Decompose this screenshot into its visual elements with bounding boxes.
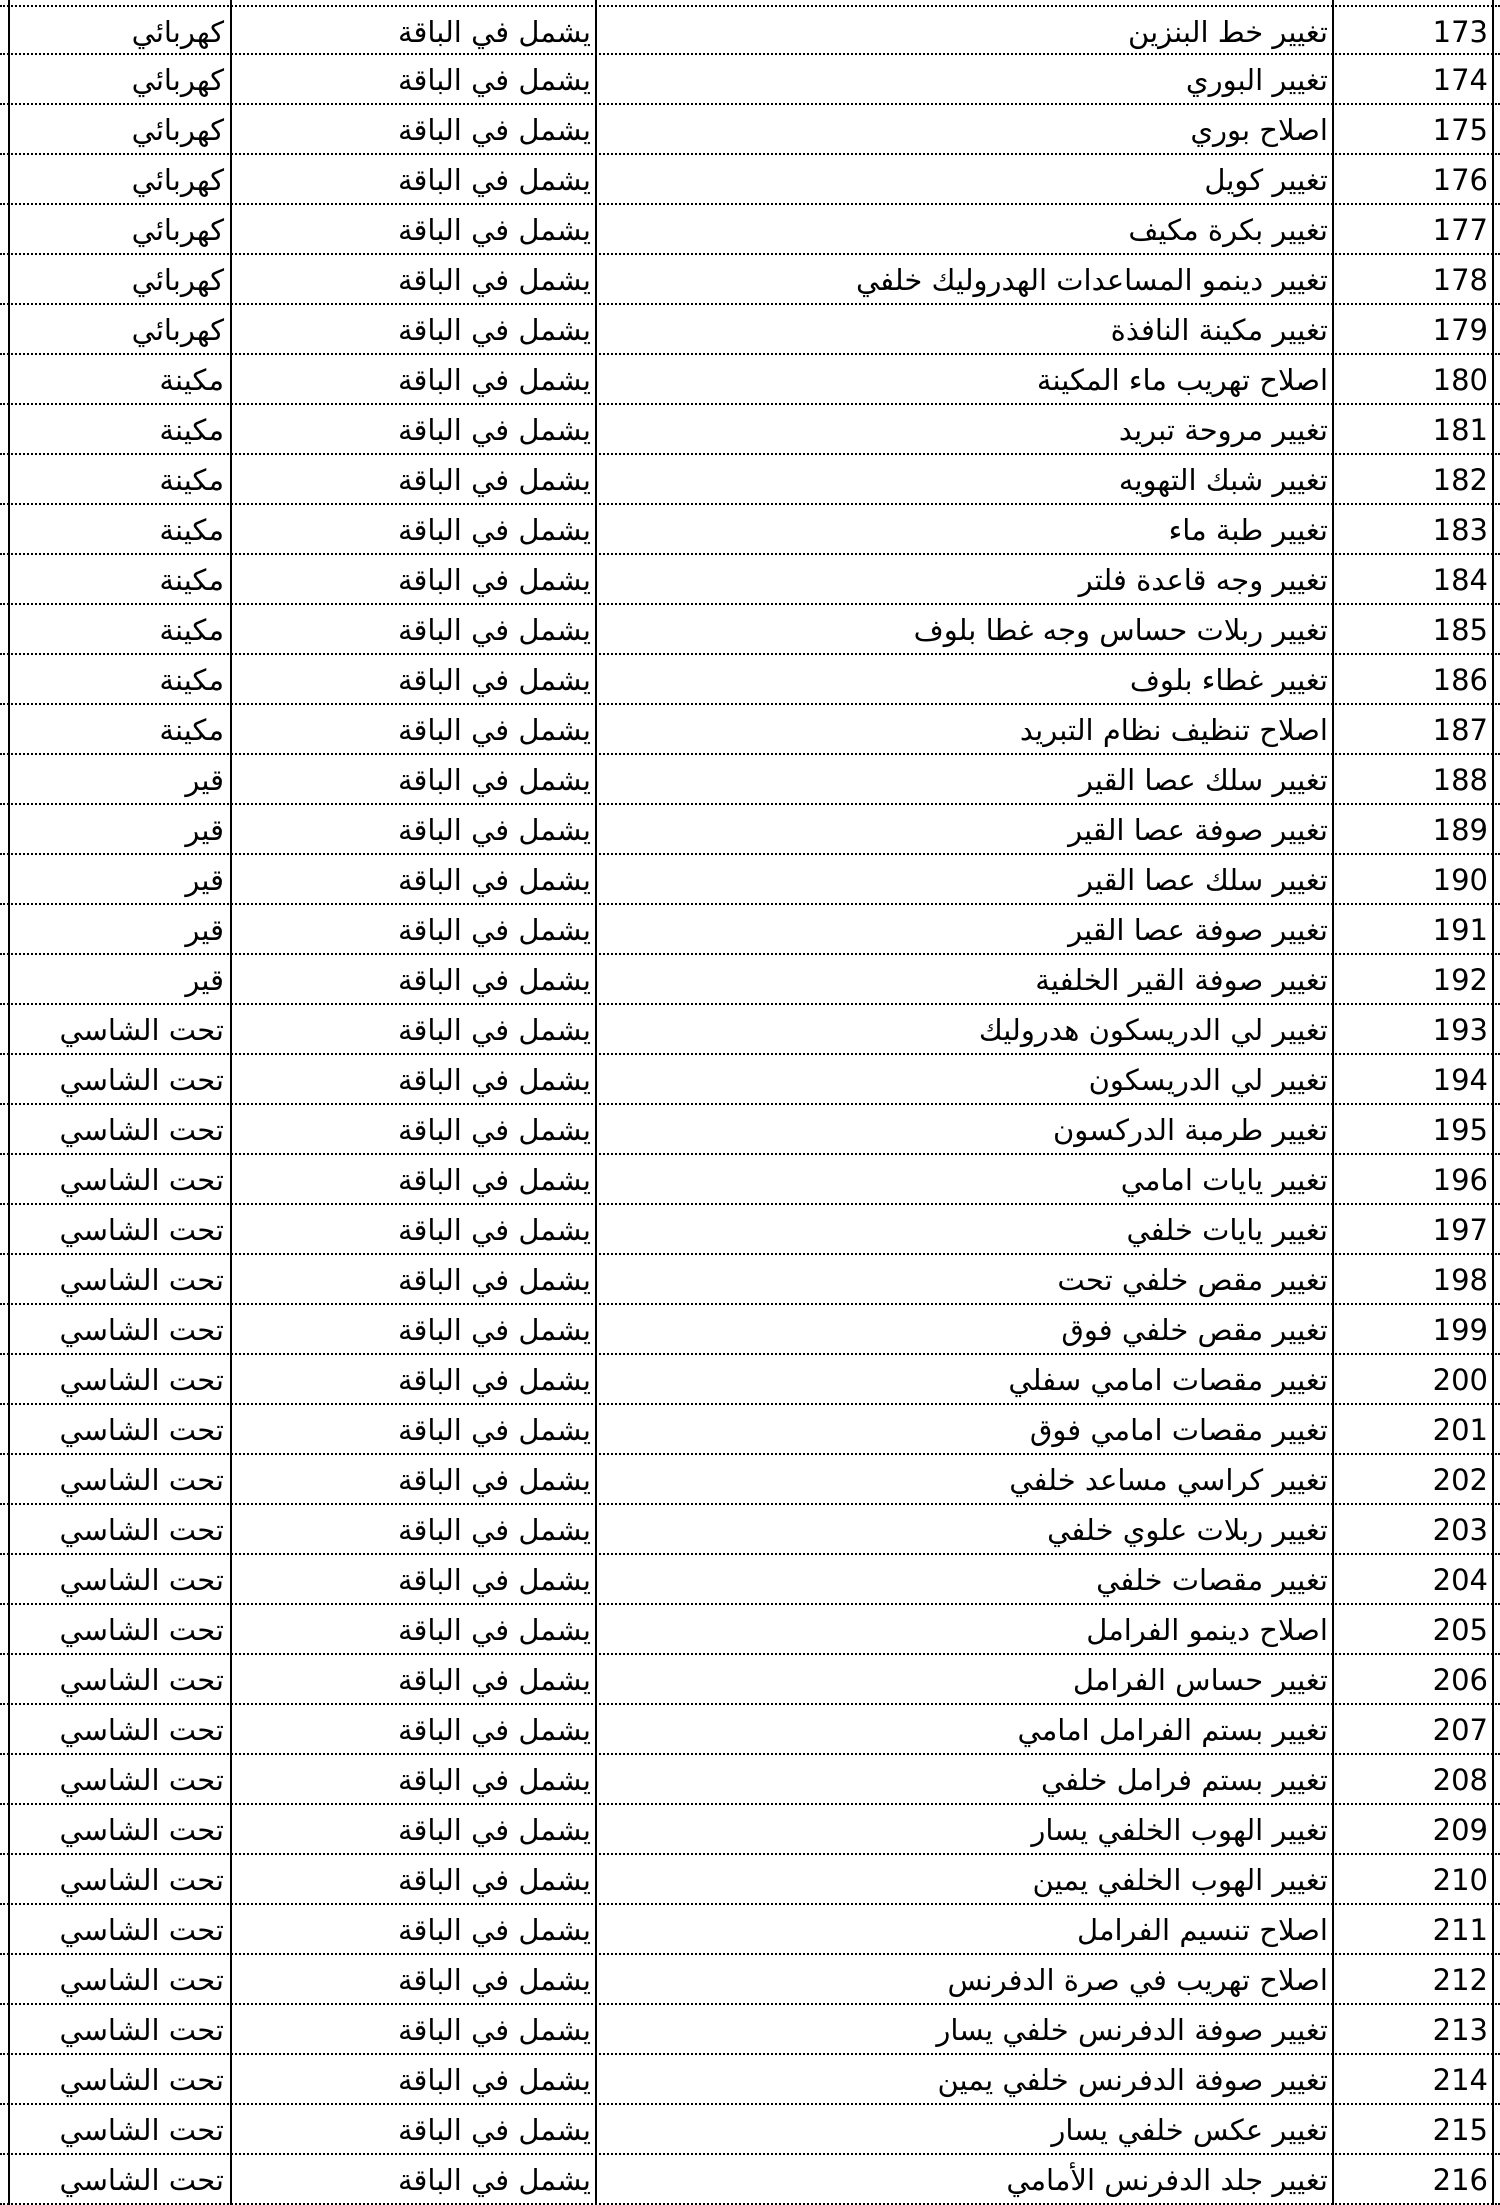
table-row [0,655,1500,705]
service-category: تحت الشاسي [59,1663,224,1697]
coverage-status: يشمل في الباقة [397,613,591,647]
table-row [0,1855,1500,1905]
table-row [0,1105,1500,1155]
service-name: تغيير الهوب الخلفي يسار [1031,1813,1328,1847]
table-row [0,1705,1500,1755]
service-category: قير [185,813,224,847]
service-name: تغيير صوفة الدفرنس خلفي يسار [936,2013,1328,2047]
coverage-status: يشمل في الباقة [397,1913,591,1947]
service-category: تحت الشاسي [59,2013,224,2047]
coverage-status: يشمل في الباقة [397,863,591,897]
service-category: تحت الشاسي [59,1763,224,1797]
table-row [0,805,1500,855]
row-number: 186 [1432,663,1488,697]
coverage-status: يشمل في الباقة [397,63,591,97]
row-number: 193 [1432,1013,1488,1047]
service-category: كهربائي [131,213,224,247]
table-row [0,1305,1500,1355]
service-name: تغيير خط البنزين [1128,15,1328,49]
row-number: 181 [1432,413,1488,447]
row-number: 215 [1432,2113,1488,2147]
row-number: 201 [1432,1413,1488,1447]
table-row [0,55,1500,105]
service-category: تحت الشاسي [59,1263,224,1297]
coverage-status: يشمل في الباقة [397,1763,591,1797]
coverage-status: يشمل في الباقة [397,713,591,747]
row-number: 183 [1432,513,1488,547]
row-number: 178 [1432,263,1488,297]
table-row [0,1605,1500,1655]
coverage-status: يشمل في الباقة [397,1463,591,1497]
table-row [0,1355,1500,1405]
coverage-status: يشمل في الباقة [397,413,591,447]
coverage-status: يشمل في الباقة [397,2163,591,2197]
table-row [0,1755,1500,1805]
service-name: تغيير لي الدريسكون [1088,1063,1328,1097]
coverage-status: يشمل في الباقة [397,1563,591,1597]
row-number: 191 [1432,913,1488,947]
service-name: تغيير مقص خلفي تحت [1057,1263,1328,1297]
row-number: 210 [1432,1863,1488,1897]
service-category: تحت الشاسي [59,1563,224,1597]
table-row [0,505,1500,555]
coverage-status: يشمل في الباقة [397,1513,591,1547]
service-name: تغيير غطاء بلوف [1129,663,1328,697]
table-row [0,855,1500,905]
coverage-status: يشمل في الباقة [397,1313,591,1347]
row-number: 189 [1432,813,1488,847]
coverage-status: يشمل في الباقة [397,1713,591,1747]
coverage-status: يشمل في الباقة [397,563,591,597]
service-name: تغيير بكرة مكيف [1128,213,1328,247]
service-name: تغيير الهوب الخلفي يمين [1032,1863,1328,1897]
row-number: 177 [1432,213,1488,247]
coverage-status: يشمل في الباقة [397,313,591,347]
row-number: 214 [1432,2063,1488,2097]
table-row [0,1805,1500,1855]
table-row [0,905,1500,955]
table-row [0,1455,1500,1505]
table-row [0,2155,1500,2205]
row-number: 195 [1432,1113,1488,1147]
row-number: 187 [1432,713,1488,747]
service-category: تحت الشاسي [59,2163,224,2197]
row-number: 175 [1432,113,1488,147]
service-name: اصلاح تهريب في صرة الدفرنس [947,1963,1328,1997]
service-category: تحت الشاسي [59,2063,224,2097]
service-category: تحت الشاسي [59,1613,224,1647]
table-row [0,355,1500,405]
table-row [0,155,1500,205]
table-row [0,2105,1500,2155]
table-row [0,1905,1500,1955]
row-number: 192 [1432,963,1488,997]
coverage-status: يشمل في الباقة [397,113,591,147]
service-category: مكينة [159,563,224,597]
service-category: تحت الشاسي [59,2113,224,2147]
service-name: تغيير مكينة النافذة [1110,313,1328,347]
table-row [0,2005,1500,2055]
table-row [0,605,1500,655]
service-category: كهربائي [131,313,224,347]
service-name: تغيير مقص خلفي فوق [1061,1313,1328,1347]
coverage-status: يشمل في الباقة [397,1413,591,1447]
table-row [0,955,1500,1005]
table-row [0,1655,1500,1705]
service-category: تحت الشاسي [59,1463,224,1497]
coverage-status: يشمل في الباقة [397,213,591,247]
service-category: تحت الشاسي [59,1713,224,1747]
service-name: تغيير حساس الفرامل [1072,1663,1328,1697]
coverage-status: يشمل في الباقة [397,1613,591,1647]
coverage-status: يشمل في الباقة [397,1263,591,1297]
row-number: 213 [1432,2013,1488,2047]
service-category: تحت الشاسي [59,1813,224,1847]
coverage-status: يشمل في الباقة [397,1363,591,1397]
table-row [0,455,1500,505]
coverage-status: يشمل في الباقة [397,763,591,797]
service-category: مكينة [159,713,224,747]
coverage-status: يشمل في الباقة [397,15,591,49]
row-number: 209 [1432,1813,1488,1847]
coverage-status: يشمل في الباقة [397,2063,591,2097]
row-number: 200 [1432,1363,1488,1397]
service-category: كهربائي [131,15,224,49]
coverage-status: يشمل في الباقة [397,1813,591,1847]
row-number: 207 [1432,1713,1488,1747]
service-category: تحت الشاسي [59,1963,224,1997]
row-number: 198 [1432,1263,1488,1297]
service-category: قير [185,763,224,797]
service-category: تحت الشاسي [59,1013,224,1047]
coverage-status: يشمل في الباقة [397,663,591,697]
row-number: 197 [1432,1213,1488,1247]
table-row [0,305,1500,355]
row-number: 184 [1432,563,1488,597]
row-number: 202 [1432,1463,1488,1497]
row-number: 211 [1432,1913,1488,1947]
row-number: 196 [1432,1163,1488,1197]
service-name: تغيير صوفة عصا القير [1068,913,1328,947]
table-row [0,105,1500,155]
service-category: كهربائي [131,63,224,97]
table-row [0,1005,1500,1055]
table-row [0,1405,1500,1455]
coverage-status: يشمل في الباقة [397,1013,591,1047]
service-name: تغيير عكس خلفي يسار [1051,2113,1328,2147]
service-category: مكينة [159,413,224,447]
service-category: كهربائي [131,113,224,147]
table-row [0,5,1500,55]
table-row [0,405,1500,455]
service-category: تحت الشاسي [59,1113,224,1147]
service-name: اصلاح دينمو الفرامل [1086,1613,1328,1647]
service-name: تغيير مروحة تبريد [1118,413,1328,447]
service-name: تغيير صوفة القير الخلفية [1035,963,1328,997]
service-category: تحت الشاسي [59,1063,224,1097]
coverage-status: يشمل في الباقة [397,2013,591,2047]
service-name: تغيير سلك عصا القير [1078,863,1328,897]
service-category: مكينة [159,613,224,647]
service-category: تحت الشاسي [59,1163,224,1197]
table-row [0,205,1500,255]
row-number: 185 [1432,613,1488,647]
coverage-status: يشمل في الباقة [397,513,591,547]
service-name: اصلاح تنظيف نظام التبريد [1019,713,1328,747]
service-name: اصلاح بوري [1190,113,1328,147]
coverage-status: يشمل في الباقة [397,1113,591,1147]
row-number: 212 [1432,1963,1488,1997]
service-category: مكينة [159,663,224,697]
coverage-status: يشمل في الباقة [397,1063,591,1097]
table-row [0,705,1500,755]
table-row [0,1955,1500,2005]
coverage-status: يشمل في الباقة [397,263,591,297]
row-number: 208 [1432,1763,1488,1797]
service-name: اصلاح تنسيم الفرامل [1076,1913,1328,1947]
row-number: 188 [1432,763,1488,797]
row-number: 190 [1432,863,1488,897]
service-name: تغيير طرمبة الدركسون [1053,1113,1328,1147]
row-number: 173 [1432,15,1488,49]
row-number: 176 [1432,163,1488,197]
service-name: تغيير مقصات امامي فوق [1029,1413,1328,1447]
service-name: تغيير البوري [1185,63,1328,97]
service-name: تغيير ربلات حساس وجه غطا بلوف [913,613,1328,647]
coverage-status: يشمل في الباقة [397,913,591,947]
coverage-status: يشمل في الباقة [397,463,591,497]
table-row [0,255,1500,305]
row-number: 206 [1432,1663,1488,1697]
service-name: تغيير لي الدريسكون هدروليك [978,1013,1328,1047]
table-row [0,1255,1500,1305]
service-name: تغيير صوفة الدفرنس خلفي يمين [937,2063,1328,2097]
coverage-status: يشمل في الباقة [397,2113,591,2147]
row-number: 216 [1432,2163,1488,2197]
service-category: كهربائي [131,263,224,297]
table-row [0,1205,1500,1255]
service-name: تغيير كويل [1204,163,1328,197]
row-number: 180 [1432,363,1488,397]
row-number: 182 [1432,463,1488,497]
service-category: مكينة [159,363,224,397]
row-number: 205 [1432,1613,1488,1647]
service-name: تغيير مقصات خلفي [1096,1563,1328,1597]
row-number: 174 [1432,63,1488,97]
service-category: مكينة [159,463,224,497]
coverage-status: يشمل في الباقة [397,1663,591,1697]
service-category: تحت الشاسي [59,1513,224,1547]
service-category: تحت الشاسي [59,1913,224,1947]
coverage-status: يشمل في الباقة [397,363,591,397]
table-row [0,755,1500,805]
service-name: تغيير دينمو المساعدات الهدروليك خلفي [855,263,1328,297]
row-number: 199 [1432,1313,1488,1347]
service-name: تغيير يايات خلفي [1126,1213,1328,1247]
coverage-status: يشمل في الباقة [397,813,591,847]
service-name: تغيير بستم فرامل خلفي [1041,1763,1328,1797]
row-number: 179 [1432,313,1488,347]
service-category: مكينة [159,513,224,547]
service-name: تغيير يايات امامي [1120,1163,1328,1197]
row-number: 203 [1432,1513,1488,1547]
table-row [0,2055,1500,2105]
service-name: تغيير كراسي مساعد خلفي [1009,1463,1328,1497]
service-name: تغيير وجه قاعدة فلتر [1078,563,1328,597]
row-number: 204 [1432,1563,1488,1597]
coverage-status: يشمل في الباقة [397,163,591,197]
service-category: تحت الشاسي [59,1863,224,1897]
service-category: قير [185,863,224,897]
coverage-status: يشمل في الباقة [397,1863,591,1897]
service-name: اصلاح تهريب ماء المكينة [1036,363,1328,397]
service-name: تغيير شبك التهويه [1118,463,1328,497]
service-name: تغيير جلد الدفرنس الأمامي [1006,2163,1328,2197]
service-name: تغيير مقصات امامي سفلي [1008,1363,1328,1397]
service-category: قير [185,913,224,947]
service-category: قير [185,963,224,997]
service-name: تغيير سلك عصا القير [1078,763,1328,797]
service-category: كهربائي [131,163,224,197]
service-category: تحت الشاسي [59,1363,224,1397]
table-row [0,1055,1500,1105]
coverage-status: يشمل في الباقة [397,963,591,997]
coverage-status: يشمل في الباقة [397,1163,591,1197]
coverage-status: يشمل في الباقة [397,1963,591,1997]
coverage-status: يشمل في الباقة [397,1213,591,1247]
service-name: تغيير طبة ماء [1168,513,1328,547]
service-name: تغيير ربلات علوي خلفي [1047,1513,1328,1547]
service-name: تغيير صوفة عصا القير [1068,813,1328,847]
service-category: تحت الشاسي [59,1413,224,1447]
service-name: تغيير بستم الفرامل امامي [1017,1713,1328,1747]
row-number: 194 [1432,1063,1488,1097]
service-category: تحت الشاسي [59,1313,224,1347]
table-row [0,1555,1500,1605]
service-category: تحت الشاسي [59,1213,224,1247]
table-row [0,1155,1500,1205]
table-row [0,555,1500,605]
table-row [0,1505,1500,1555]
